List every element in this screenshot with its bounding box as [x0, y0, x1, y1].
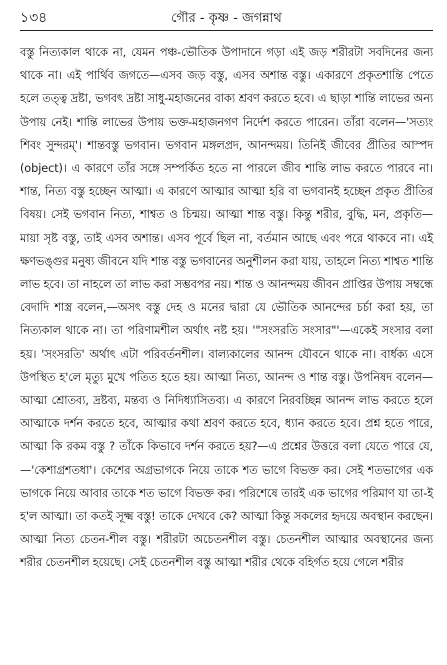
body-text [20, 41, 433, 575]
running-title: গৌর - কৃষ্ণ - জগন্নাথ [171, 11, 282, 26]
page-number: ১৩৪ [20, 10, 48, 26]
page-header [20, 8, 433, 31]
paragraph: বস্তু নিত্যকাল থাকে না, যেমন পঞ্চ-ভৌতিক উপাদানে গড়া এই জড় শরীরটা সবদিনের জন্য থাকে না। এই পার্থিব জগতে—এসব জড় বস্তু, এসব অশান্ত বস্তু। একারণে প্রকৃতশান্তি পেতে হলে তত্ত্ব দ্রষ্টা, ভগবৎ দ্রষ্টা সাধু-মহাজনের বাক্য শ্রবণ করতে হবে। এ ছাড়া শান্তি লাভের অন্য উপায় নেই। শান্তি লাভের উপায় ভক্ত-মহাজনগণ নির্দেশ করতে পারেন। তাঁরা বলেন—'সত্যং শিবং সুন্দরম্'। শান্তবস্তু ভগবান। ভগবান মঙ্গলপ্রদ, আনন্দময়। তিনিই জীবের প্রীতির আস্পদ (object)। এ কারণে তাঁর সঙ্গে সম্পর্কিত হতে না পারলে জীব শান্তি লাভ করতে পারবে না। শান্ত, নিত্য বস্তু হচ্ছেন আত্মা। এ কারণে আত্মার আত্মা হরি বা ভগবানই হচ্ছেন প্রকৃত প্রীতির বিষয়। সেই ভগবান নিত্য, শাশ্বত ও চিন্ময়। আত্মা শান্ত বস্তু। কিন্তু শরীর, বুদ্ধি, মন, প্রকৃতি—মায়া সৃষ্ট বস্তু, তাই এসব অশান্ত। এসব পূর্বে ছিল না, বর্তমান আছে এবং পরে থাকবে না। এই ক্ষণভঙ্গুর মনুষ্য জীবনে যদি শান্ত বস্তু ভগবানের অনুশীলন করা যায়, তাহলে নিত্য শাশ্বত শান্তি লাভ হবে। তা নাহলে তা লাভ করা সম্ভবপর নয়। শান্ত ও আনন্দময় জীবন প্রাপ্তির উপায় সম্বন্ধে বেদাদি শাস্ত্র বলেন,—অসৎ বস্তু দেহ ও মনের দ্বারা যে ভৌতিক আনন্দের চর্চা করা হয়, তা নিত্যকাল থাকে না। তা পরিণামশীল অর্থাৎ নষ্ট হয়। '"সংসরতি সংসার"'—একেই সংসার বলা হয়। 'সংসরতি' অর্থাৎ এটা পরিবর্তনশীল। বাল্যকালের আনন্দ যৌবনে থাকে না। বার্ধক্য এসে উপস্থিত হ'লে মৃত্যু মুখে পতিত হতে হয়। আত্মা নিত্য, আনন্দ ও শান্ত বস্তু। উপনিষদ বলেন—আত্মা শ্রোতব্য, দ্রষ্টব্য, মন্তব্য ও নিদিধ্যাসিতব্য। এ কারণে নিরবচ্ছিন্ন আনন্দ লাভ করতে হলে আত্মাকে দর্শন করতে হবে, আত্মার কথা শ্রবণ করতে হবে, ধ্যান করতে হবে। প্রশ্ন হতে পারে, আত্মা কি রকম বস্তু ? তাঁকে কিভাবে দর্শন করতে হয়?—এ প্রশ্নের উত্তরে বলা যেতে পারে যে,—'কেশাগ্রশতধা'। কেশের অগ্রভাগকে নিয়ে তাকে শত ভাগে বিভক্ত কর। সেই শতভাগের এক ভাগকে নিয়ে আবার তাকে শত ভাগে বিভক্ত কর। পরিশেষে তারই এক ভাগের পরিমাণ যা তা-ই হ'ল আত্মা। তা কতই সূক্ষ্ম বস্তু! তাকে দেখবে কে? আত্মা কিন্তু সকলের হৃদয়ে অবস্থান করছেন। আত্মা নিত্য চেতন-শীল বস্তু। শরীরটা অচেতনশীল বস্তু। চেতনশীল আত্মার অবস্থানের জন্য শরীর চেতনশীল হয়েছে। সেই চেতনশীল বস্তু আত্মা শরীর থেকে বহির্গত হয়ে গেলে শরীর [20, 46, 433, 570]
